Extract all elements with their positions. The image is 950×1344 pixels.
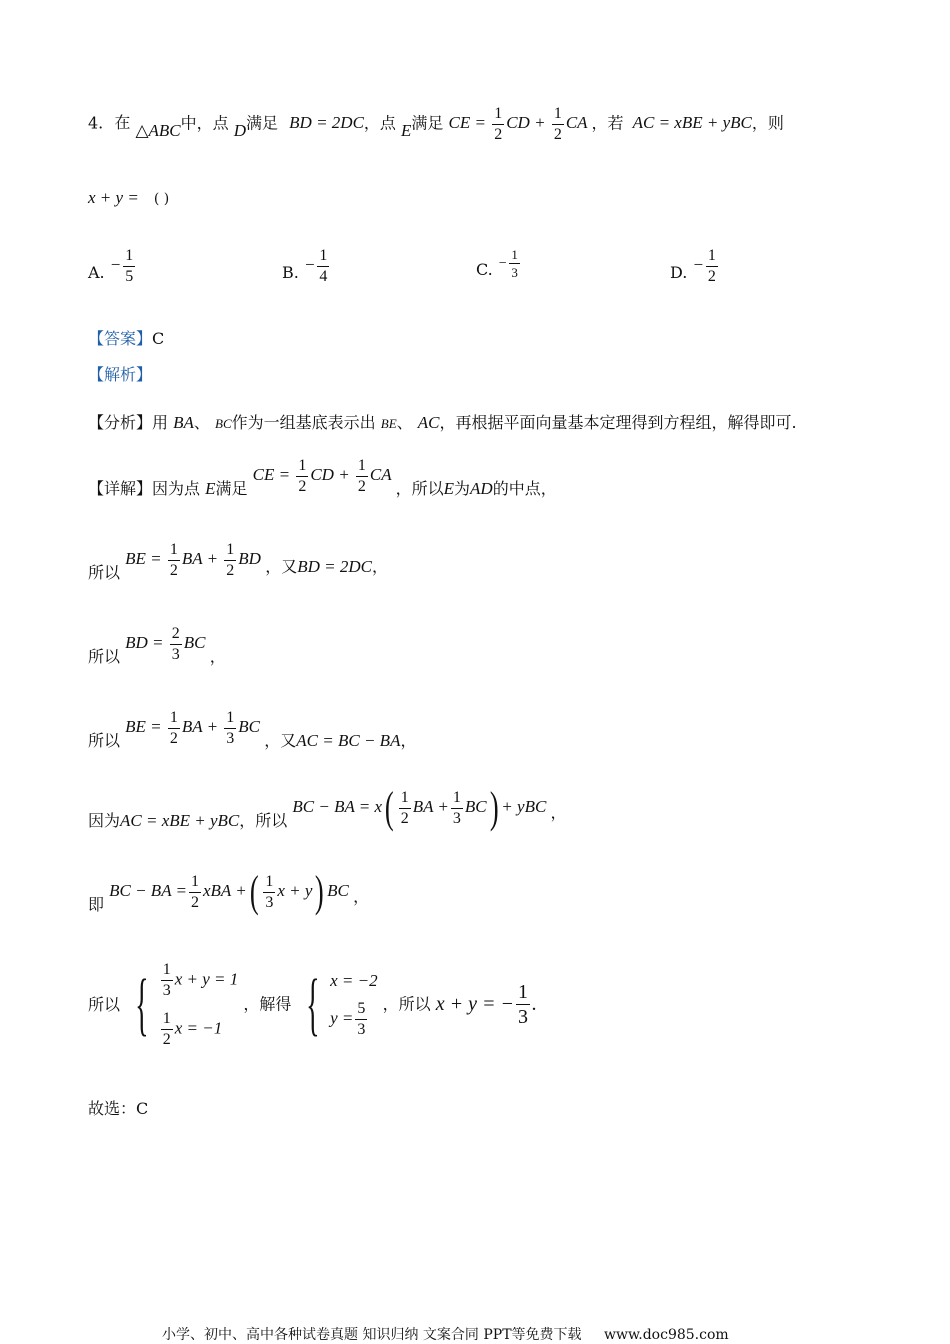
question-line: 4. 在 △ABC中，点 D满足 BD = 2DC，点 E满足 CE = $\frac{1}{2}$ CD + $\frac{1}{2}$ CA ，若 AC = xBE + yBC，则 [88, 105, 784, 143]
analysis-tag: 【解析】 [88, 365, 153, 384]
option-a: A. − $\frac{1}{5}$ [88, 247, 134, 285]
step-5: 即 BC − BA = $\frac{1}{2}$ xBA +( $\frac{1}{3}$ x + y) BC ， [88, 867, 370, 916]
step-4: 因为AC = xBE + yBC，所以 BC − BA = x( $\frac{1}{2}$ BA + $\frac{1}{3}$ BC) + yBC ， [88, 783, 567, 832]
condition-ce: CE = $\frac{1}{2}$ CD + $\frac{1}{2}$ CA [448, 105, 588, 143]
fenxi-line: 【分析】用 BA、 BC作为一组基底表示出 BE、 AC，再根据平面向量基本定理得到方程组，解得即可. [88, 413, 797, 432]
footer-text: 小学、初中、高中各种试卷真题 知识归纳 文案合同 PPT等免费下载 [162, 1327, 582, 1343]
condition-bd: BD = 2DC [289, 113, 364, 133]
answer-value: C [152, 329, 165, 348]
step-6: 所以 { $\frac{1}{3}$ x + y = 1 $\frac{1}{2}$ x = −1 ，解得 { x = −2 y = $\frac{5}{3}$ ，所以 x + y = − $\frac{1}{3}$ . [88, 961, 538, 1048]
footer-url[interactable]: www.doc985.com [603, 1327, 729, 1343]
option-c: C. − $\frac{1}{3}$ [476, 247, 518, 280]
xiangjie-line: 【详解】因为点 E满足 CE = $\frac{1}{2}$ CD + $\frac{1}{2}$ CA ，所以E为AD的中点， [88, 457, 557, 499]
step-2: 所以 BD = $\frac{2}{3}$ BC ， [88, 625, 226, 667]
step-3: 所以 BE = $\frac{1}{2}$ BA + $\frac{1}{3}$ BC ，又AC = BC − BA， [88, 709, 417, 751]
conclusion: 故选：C [88, 1099, 149, 1118]
step-1: 所以 BE = $\frac{1}{2}$ BA + $\frac{1}{2}$ BD ，又BD = 2DC， [88, 541, 388, 583]
equation-system: { $\frac{1}{3}$ x + y = 1 $\frac{1}{2}$ x = −1 [135, 961, 239, 1048]
option-b: B. − $\frac{1}{4}$ [282, 247, 328, 285]
answer-tag: 【答案】 [88, 329, 153, 348]
condition-ac: AC = xBE + yBC [632, 113, 752, 133]
answer-line [88, 326, 164, 349]
triangle-abc: △ABC [135, 121, 181, 141]
question-stem-end: x + y = ( ) [88, 188, 170, 207]
solution-system: { x = −2 y = $\frac{5}{3}$ [306, 966, 378, 1043]
option-d: D. − $\frac{1}{2}$ [670, 247, 716, 285]
question-number: 4. [88, 113, 104, 133]
footer [162, 1324, 729, 1344]
